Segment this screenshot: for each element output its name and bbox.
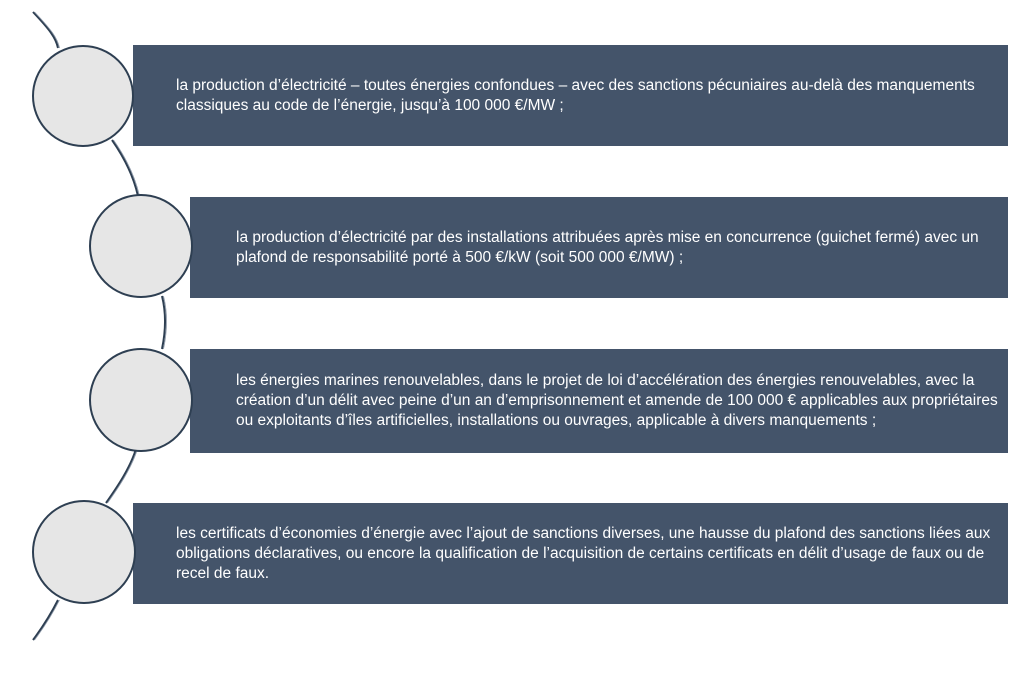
item-box-1 (133, 45, 1008, 146)
item-box-4 (133, 503, 1008, 604)
item-text-3: les énergies marines renouvelables, dans le projet de loi d’accélération des énergies renouvelables, avec la création d’un délit avec peine d’un an d’emprisonnement et amende de 100 000 € applicables aux propriétaires ou exploitants d’îles artificielles, installations ou ouvrages, applicable à divers manquements ; (236, 372, 998, 429)
item-circle-3 (89, 348, 193, 452)
item-text-2: la production d’électricité par des installations attribuées après mise en concurrence (guichet fermé) avec un plafond de responsabilité porté à 500 €/kW (soit 500 000 €/MW) ; (236, 228, 979, 266)
item-box-2 (190, 197, 1008, 298)
item-circle-1 (32, 45, 134, 147)
item-box-3 (190, 349, 1008, 453)
item-circle-2 (89, 194, 193, 298)
item-text-4: les certificats d’économies d’énergie avec l’ajout de sanctions diverses, une hausse du plafond des sanctions liées aux obligations déclaratives, ou encore la qualification de l’acquisition de certains certificats en délit d’usage de faux ou de recel de faux. (176, 524, 991, 582)
item-circle-4 (32, 500, 136, 604)
item-text-1: la production d’électricité – toutes énergies confondues – avec des sanctions pécuniaires au-delà des manquements classiques au code de l’énergie, jusqu’à 100 000 €/MW ; (176, 76, 975, 114)
